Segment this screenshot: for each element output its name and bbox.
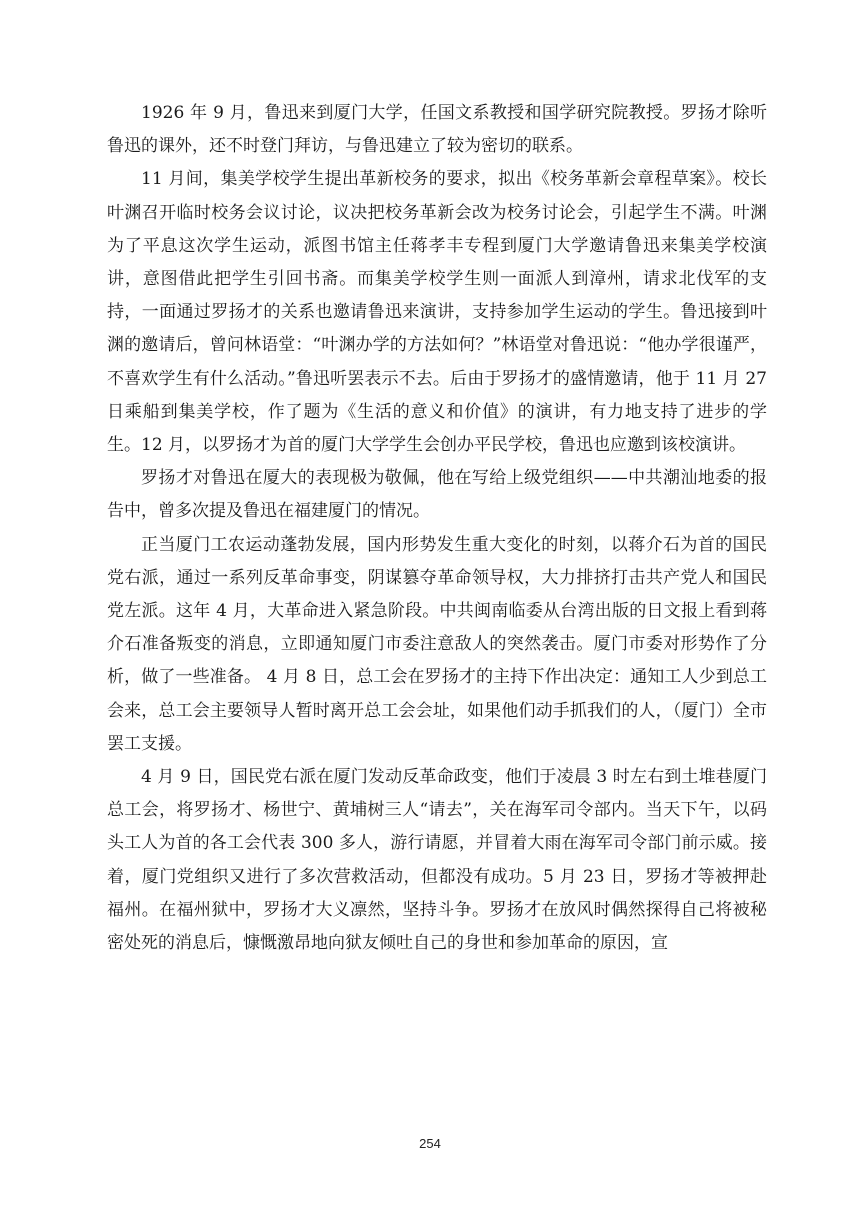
paragraph: 1926 年 9 月，鲁迅来到厦门大学，任国文系教授和国学研究院教授。罗扬才除听鲁迅的课外，还不时登门拜访，与鲁迅建立了较为密切的联系。	[107, 103, 767, 157]
paragraph: 4 月 9 日，国民党右派在厦门发动反革命政变，他们于凌晨 3 时左右到土堆巷厦门总工会，将罗扬才、杨世宁、黄埔树三人“请去”，关在海军司令部内。当天下午，以码头工人为首的各工会代表 300 多人，游行请愿，并冒着大雨在海军司令部门前示威。接着，厦门党组织又进行了多次营救活动，但都没有成功。5 月 23 日，罗扬才等被押赴福州。在福州狱中，罗扬才大义凛然，坚持斗争。罗扬才在放风时偶然探得自己将被秘密处死的消息后，慷慨激昂地向狱友倾吐自己的身世和参加革命的原因，宣	[107, 767, 767, 954]
body-text	[107, 97, 767, 960]
paragraph: 罗扬才对鲁迅在厦大的表现极为敬佩，他在写给上级党组织——中共潮汕地委的报告中，曾多次提及鲁迅在福建厦门的情况。	[107, 468, 767, 522]
paragraph: 11 月间，集美学校学生提出革新校务的要求，拟出《校务革新会章程草案》。校长叶渊召开临时校务会议讨论，议决把校务革新会改为校务讨论会，引起学生不满。叶渊为了平息这次学生运动，派图书馆主任蒋孝丰专程到厦门大学邀请鲁迅来集美学校演讲，意图借此把学生引回书斋。而集美学校学生则一面派人到漳州，请求北伐军的支持，一面通过罗扬才的关系也邀请鲁迅来演讲，支持参加学生运动的学生。鲁迅接到叶渊的邀请后，曾问林语堂：“叶渊办学的方法如何？”林语堂对鲁迅说：“他办学很谨严，不喜欢学生有什么活动。”鲁迅听罢表示不去。后由于罗扬才的盛情邀请，他于 11 月 27 日乘船到集美学校，作了题为《生活的意义和价值》的演讲，有力地支持了进步的学生。12 月，以罗扬才为首的厦门大学学生会创办平民学校，鲁迅也应邀到该校演讲。	[107, 169, 767, 456]
paragraph: 正当厦门工农运动蓬勃发展，国内形势发生重大变化的时刻，以蒋介石为首的国民党右派，通过一系列反革命事变，阴谋篡夺革命领导权，大力排挤打击共产党人和国民党左派。这年 4 月，大革命进入紧急阶段。中共闽南临委从台湾出版的日文报上看到蒋介石准备叛变的消息，立即通知厦门市委注意敌人的突然袭击。厦门市委对形势作了分析，做了一些准备。 4 月 8 日，总工会在罗扬才的主持下作出决定：通知工人少到总工会来，总工会主要领导人暂时离开总工会会址，如果他们动手抓我们的人，（厦门）全市罢工支援。	[107, 534, 767, 754]
page-number: 254	[419, 1136, 441, 1151]
